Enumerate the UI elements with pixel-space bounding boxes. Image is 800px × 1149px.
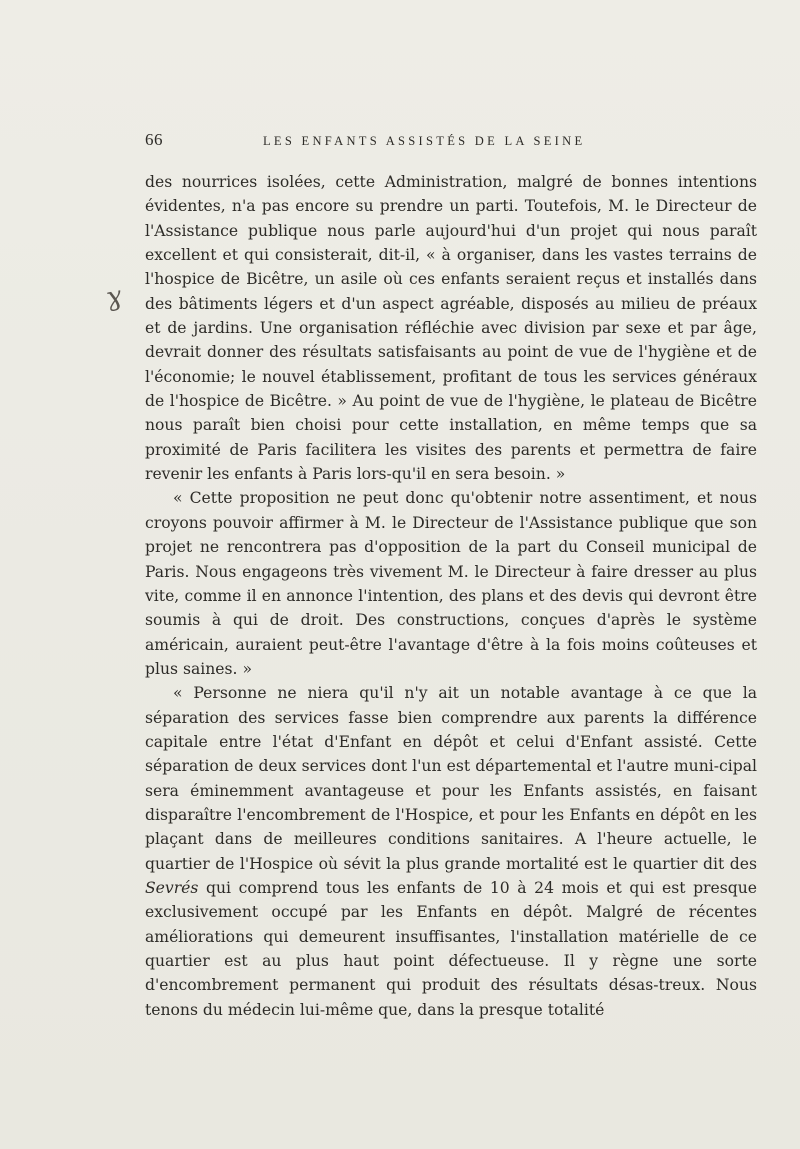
paragraph: « Cette proposition ne peut donc qu'obtenir notre assentiment, et nous croyons pouvoir affirmer à M. le Directeur de l'Assistance publique que son projet ne rencontrera pas d'opposition de la part du Conseil municipal de Paris. Nous engageons très vivement M. le Directeur à faire dresser au plus vite, comme il en annonce l'intention, des plans et des devis qui devront être soumis à qui de droit. Des constructions, conçues d'après le système américain, auraient peut-être l'avantage d'être à la fois moins coûteuses et plus saines. » [145,489,757,678]
margin-annotation: ɣ [103,280,125,314]
emphasized-word: Sevrés [145,878,199,897]
page-number: 66 [145,130,163,149]
paragraph: des nourrices isolées, cette Administration, malgré de bonnes intentions évidentes, n'a pas encore su prendre un parti. Toutefois, M. le Directeur de l'Assistance publique nous parle aujourd'hui d'un projet qui nous paraît excellent et qui consisterait, dit-il, « à organiser, dans les vastes terrains de l'hospice de Bicêtre, un asile où ces enfants seraient reçus et installés dans des bâtiments légers et d'un aspect agréable, disposés au milieu de préaux et de jardins. Une organisation réfléchie avec division par sexe et par âge, devrait donner des résultats satisfaisants au point de vue de l'hygiène et de l'économie; le nouvel établissement, profitant de tous les services généraux de l'hospice de Bicêtre. » Au point de vue de l'hygiène, le plateau de Bicêtre nous paraît bien choisi pour cette installation, en même temps que sa proximité de Paris facilitera les visites des parents et permettra de faire revenir les enfants à Paris lors-qu'il en sera besoin. » [145,173,757,484]
running-title: LES ENFANTS ASSISTÉS DE LA SEINE [263,134,586,148]
paragraph-text: « Personne ne niera qu'il n'y ait un notable avantage à ce que la séparation des services fasse bien comprendre aux parents la différence capitale entre l'état d'Enfant en dépôt et celui d'Enfant assisté. Cette séparation de deux services dont l'un est départemental et l'autre muni-cipal sera éminemment avantageuse et pour les Enfants assistés, en faisant disparaître l'encombrement de l'Hospice, et pour les Enfants en dépôt en les plaçant dans de meilleures conditions sanitaires. A l'heure actuelle, le quartier de l'Hospice où sévit la plus grande mortalité est le quartier dit des [145,684,757,873]
page-header [145,130,640,156]
paragraph [145,681,757,1022]
body-text [145,170,757,1022]
paragraph-text: qui comprend tous les enfants de 10 à 24 mois et qui est presque exclusivement occupé par les Enfants en dépôt. Malgré de récentes améliorations qui demeurent insuffisantes, l'installation matérielle de ce quartier est au plus haut point défectueuse. Il y règne une sorte d'encombrement permanent qui produit des résultats désas-treux. Nous tenons du médecin lui-même que, dans la presque totalité [145,878,757,1019]
